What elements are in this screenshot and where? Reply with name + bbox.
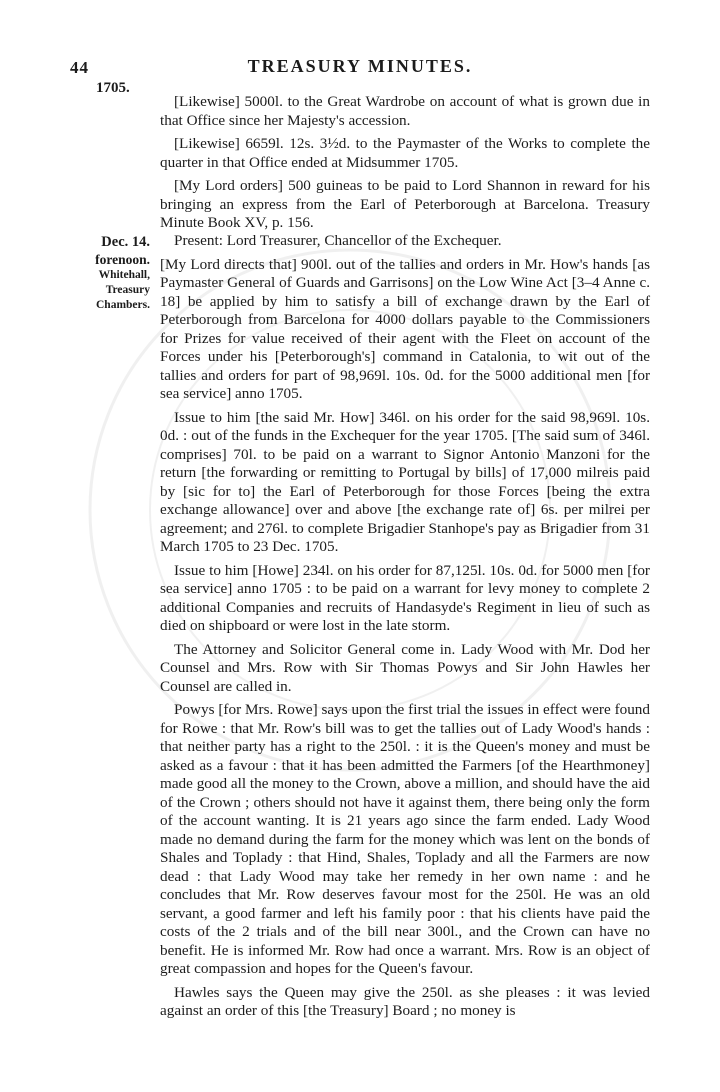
- entry-block-2: [160, 232, 650, 1026]
- paragraph: [My Lord orders] 500 guineas to be paid to Lord Shannon in reward for his bringing an express from the Earl of Peterborough at Barcelona. Treasury Minute Book XV, p. 156.: [160, 177, 650, 231]
- paragraph: The Attorney and Solicitor General come in. Lady Wood with Mr. Dod her Counsel and Mrs. Row with Sir Thomas Powys and Sir John Hawles her Counsel are called in.: [160, 640, 650, 695]
- margin-note: [78, 234, 150, 313]
- entry-block-1: [160, 93, 650, 238]
- margin-place-1: Whitehall,: [98, 269, 150, 281]
- paragraph: [Likewise] 6659l. 12s. 3½d. to the Paymaster of the Works to complete the quarter in that Office ended at Midsummer 1705.: [160, 135, 650, 171]
- margin-time: forenoon.: [95, 252, 150, 267]
- margin-year: 1705.: [96, 80, 130, 96]
- margin-place-3: Chambers.: [96, 299, 150, 311]
- margin-place-2: Treasury: [105, 284, 150, 296]
- running-title: TREASURY MINUTES.: [247, 56, 473, 76]
- margin-date: Dec. 14.: [101, 234, 150, 250]
- paragraph-present: Present: Lord Treasurer, Chancellor of the Exchequer.: [174, 232, 502, 249]
- paragraph: Issue to him [Howe] 234l. on his order for 87,125l. 10s. 0d. for 5000 men [for sea service] anno 1705 : to be paid on a warrant for levy money to complete 2 additional Companies and recruits of Handasyde's Regiment in lieu of such as died on shipboard or were lost in the late storm.: [160, 561, 650, 634]
- paragraph: Issue to him [the said Mr. How] 346l. on his order for the said 98,969l. 10s. 0d. : out of the funds in the Exchequer for the year 1705. [The said sum of 346l. comprises] 70l. to be paid on a warrant to Signor Antonio Manzoni for the return [the forwarding or remitting to Portugal by bills] of 17,000 milreis paid by [sic for to] the Earl of Peterborough for those Forces [being the extra exchange allowance] over and above [the exchange rate of] 6s. per milrei per agreement; and 276l. to complete Brigadier Stanhope's pay as Brigadier from 31 March 1705 to 23 Dec. 1705.: [160, 408, 650, 555]
- paragraph: [My Lord directs that] 900l. out of the tallies and orders in Mr. How's hands [as Paymaster General of Guards and Garrisons] on the Low Wine Act [3–4 Anne c. 18] be applied by him to satisfy a bill of exchange drawn by the Earl of Peterborough from Barcelona for 4000 dollars payable to the Commissioners for Prizes for value received of their agent with the Fleet on account of the Forces under his [Peterborough's] command in Catalonia, to wit out of the tallies and orders for part of 98,969l. 10s. 0d. for the 5000 additional men [for sea service] anno 1705.: [160, 255, 650, 402]
- paragraph: Powys [for Mrs. Rowe] says upon the first trial the issues in effect were found for Rowe : that Mr. Row's bill was to get the tallies out of Lady Wood's hands : that neither party has a right to the 250l. : it is the Queen's money and must be asked as a favour : that it has been admitted the Farmers [of the Hearthmoney] made good all the money to the Crown, above a million, and should have the aid of the Crown ; others should not have it against them, there being only the form of the account wanting. It is 21 years ago since the farm ended. Lady Wood made no demand during the farm for the money which was lent on the bonds of Shales and Toplady : that Hind, Shales, Toplady and all the Farmers are now dead : that Lady Wood may take her remedy in her own name : and he concludes that Mr. Row deserves favour most for the 250l. He was an old servant, a good farmer and left his family poor : that his clients have paid the costs of the 2 trials and of the bill near 300l., and the Crown can have no benefit. He is informed Mr. Row had once a warrant. Mrs. Row is an object of great compassion and hopes for the Queen's favour.: [160, 701, 650, 977]
- page-number: 44: [70, 58, 89, 77]
- paragraph: Hawles says the Queen may give the 250l. as she pleases : it was levied against an order of this [the Treasury] Board ; no money is: [160, 983, 650, 1019]
- paragraph: [Likewise] 5000l. to the Great Wardrobe on account of what is grown due in that Office since her Majesty's accession.: [160, 93, 650, 129]
